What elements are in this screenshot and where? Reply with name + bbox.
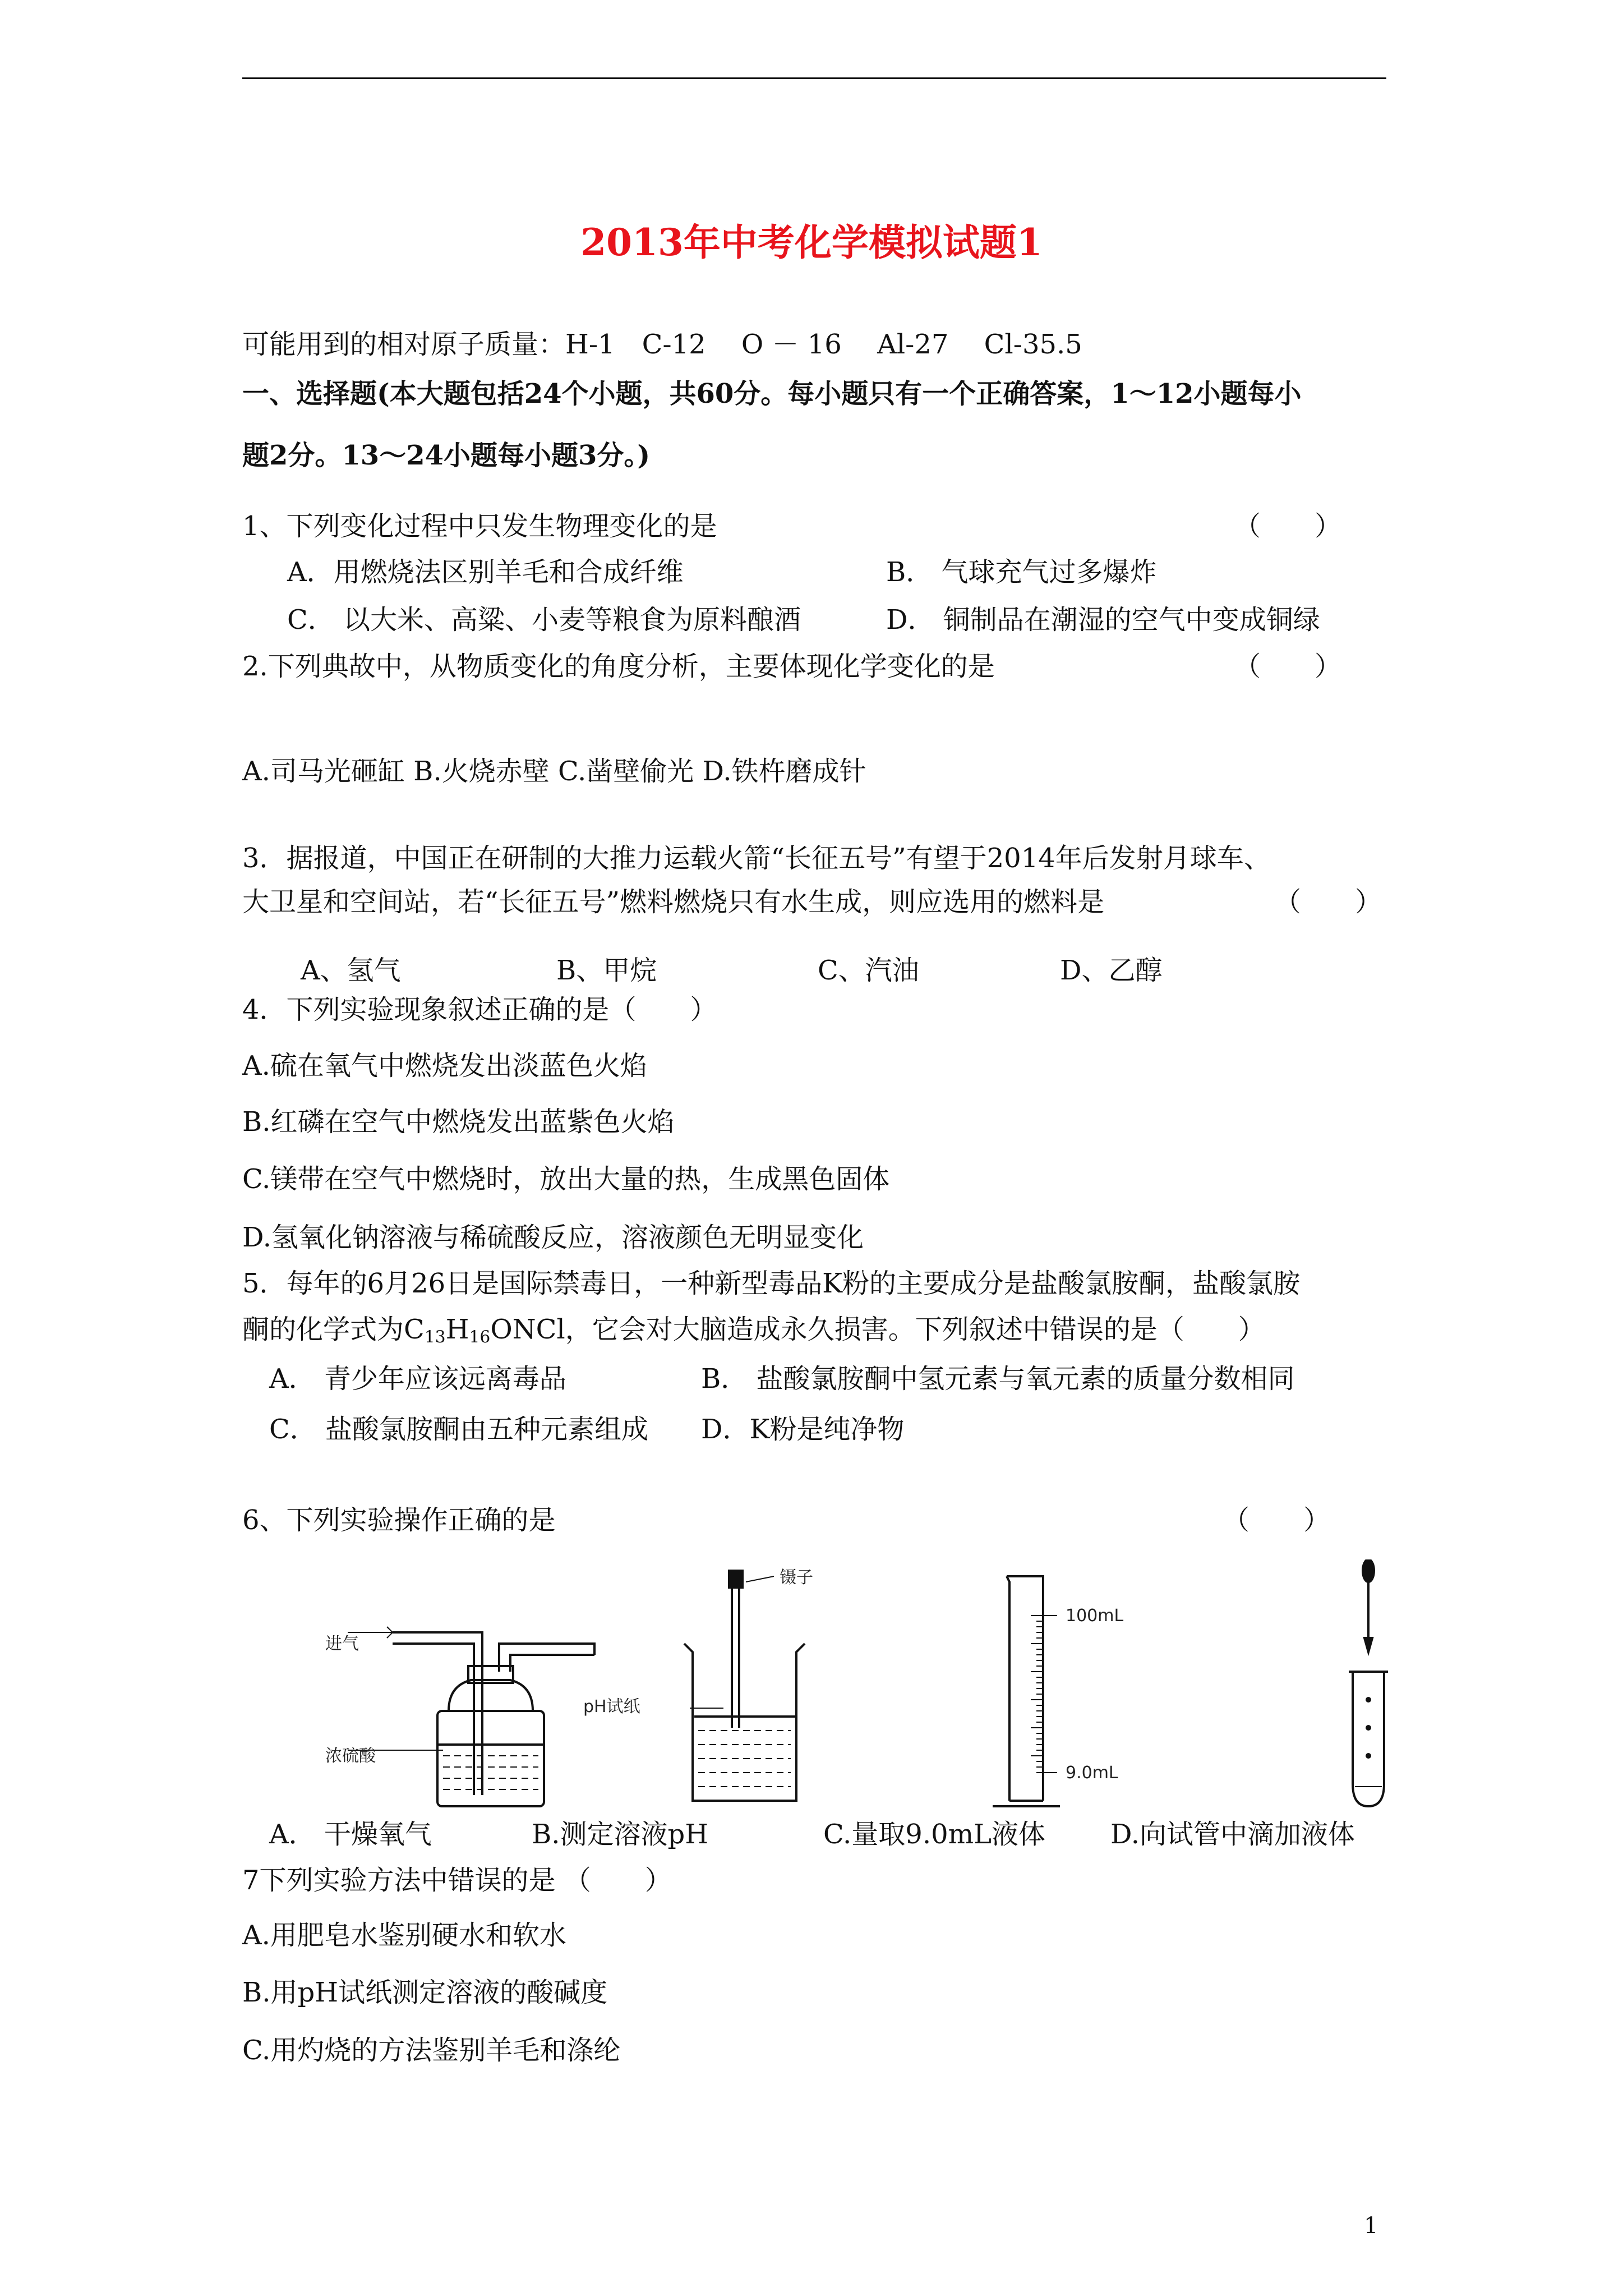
q6-option-c: C.量取9.0mL液体 [823,1819,1046,1850]
q3-stem-line2: 大卫星和空间站，若“长征五号”燃料燃烧只有水生成，则应选用的燃料是 [242,886,1105,918]
q2-options: A.司马光砸缸 B.火烧赤壁 C.凿壁偷光 D.铁杵磨成针 [242,756,866,787]
q5-stem-line1: 5．每年的6月26日是国际禁毒日，一种新型毒品K粉的主要成分是盐酸氯胺酮，盐酸氯胺 [242,1268,1301,1299]
fig-b-label-tweezers: 镊子 [780,1568,813,1588]
section1-instructions-line1: 一、选择题(本大题包括24个小题，共60分。每小题只有一个正确答案，1～12小题每小 [242,378,1302,409]
q1-option-d: D． 铜制品在潮湿的空气中变成铜绿 [886,604,1320,636]
page-number: 1 [1364,2213,1378,2239]
q3-answer-paren: （ ） [1274,886,1382,918]
q2-stem: 2.下列典故中，从物质变化的角度分析，主要体现化学变化的是 [242,651,995,682]
q1-option-a: A．用燃烧法区别羊毛和合成纤维 [287,556,684,588]
q6-option-b: B.测定溶液pH [532,1819,709,1850]
q4-option-d: D.氢氧化钠溶液与稀硫酸反应，溶液颜色无明显变化 [242,1222,864,1253]
fig-a-label-acid: 浓硫酸 [325,1746,376,1766]
q3-option-a: A、氢气 [301,955,401,986]
q1-stem: 1、下列变化过程中只发生物理变化的是 [242,510,717,542]
q5-option-b: B． 盐酸氯胺酮中氢元素与氧元素的质量分数相同 [701,1363,1295,1395]
header-rule [242,77,1386,79]
q5-option-d: D．K粉是纯净物 [701,1414,905,1445]
q3-option-c: C、汽油 [818,955,919,986]
q2-answer-paren: （ ） [1234,651,1342,682]
atomic-masses: 可能用到的相对原子质量：H-1 C-12 O － 16 Al-27 Cl-35.5 [242,329,1082,360]
cylinder-graduation-ticks [1031,1616,1043,1773]
q6-figures [280,1559,1402,1818]
page-title: 2013年中考化学模拟试题1 [580,220,1043,264]
q7-option-a: A.用肥皂水鉴别硬水和软水 [242,1920,566,1951]
q4-stem: 4．下列实验现象叙述正确的是（ ） [242,994,717,1025]
q3-option-d: D、乙醇 [1060,955,1163,986]
q5-option-a: A． 青少年应该远离毒品 [269,1363,566,1395]
fig-a-label-inlet: 进气 [325,1634,359,1654]
q1-option-b: B． 气球充气过多爆炸 [886,556,1157,588]
beaker-ph-figure [684,1571,805,1801]
q7-option-b: B.用pH试纸测定溶液的酸碱度 [242,1977,608,2008]
q1-option-c: C． 以大米、高粱、小麦等粮食为原料酿酒 [287,604,801,636]
q4-option-c: C.镁带在空气中燃烧时，放出大量的热，生成黑色固体 [242,1163,890,1195]
q4-option-b: B.红磷在空气中燃烧发出蓝紫色火焰 [242,1106,675,1138]
fig-c-label-100ml: 100mL [1066,1606,1124,1626]
q6-option-a: A． 干燥氧气 [269,1819,432,1850]
fig-c-label-9ml: 9.0mL [1066,1763,1118,1783]
q7-stem: 7下列实验方法中错误的是 （ ） [242,1865,672,1896]
q1-answer-paren: （ ） [1234,510,1342,542]
fig-b-label-ph-paper: pH试纸 [583,1697,640,1717]
graduated-cylinder-figure [993,1576,1060,1806]
q6-option-d: D.向试管中滴加液体 [1110,1819,1355,1850]
gas-washing-bottle-figure [348,1627,594,1806]
test-tube-dropper-figure [1349,1559,1388,1806]
q3-option-b: B、甲烷 [556,955,657,986]
q6-answer-paren: （ ） [1223,1504,1331,1536]
q6-stem: 6、下列实验操作正确的是 [242,1504,556,1536]
section1-instructions-line2: 题2分。13～24小题每小题3分。) [242,440,651,471]
q7-option-c: C.用灼烧的方法鉴别羊毛和涤纶 [242,2035,621,2066]
q4-option-a: A.硫在氧气中燃烧发出淡蓝色火焰 [242,1050,647,1082]
q3-stem-line1: 3．据报道，中国正在研制的大推力运载火箭“长征五号”有望于2014年后发射月球车、 [242,843,1271,874]
q5-stem-line2: 酮的化学式为$C_{13}H_{16}ONCl$，它会对大脑造成永久损害。下列叙述中错误的是（ ） [242,1314,1265,1347]
q5-option-c: C． 盐酸氯胺酮由五种元素组成 [269,1414,648,1445]
